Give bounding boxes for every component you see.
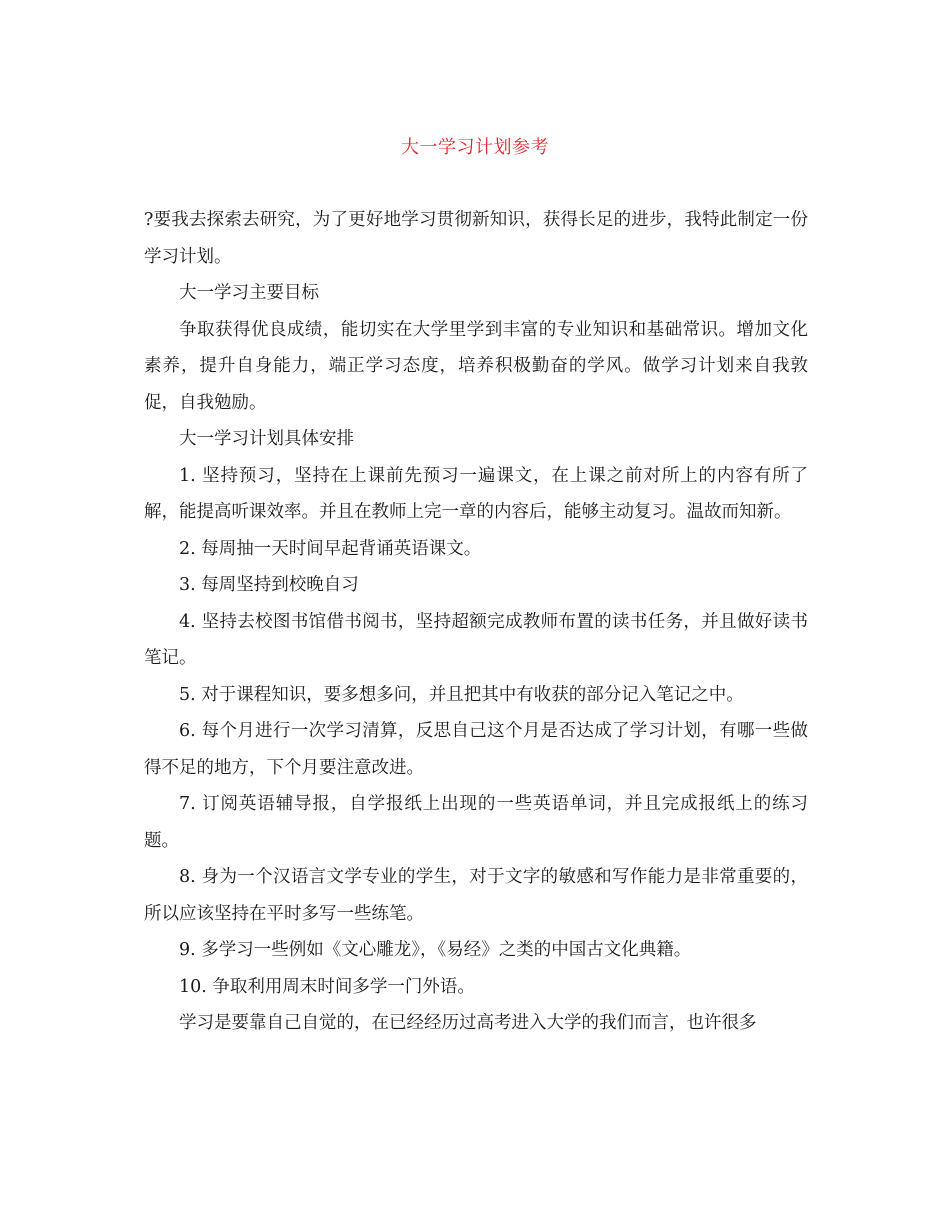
section-heading-plan: 大一学习计划具体安排 <box>179 429 354 449</box>
plan-item-9: 9. 多学习一些例如《文心雕龙》，《易经》之类的中国古文化典籍。 <box>179 940 692 960</box>
section-heading-goals: 大一学习主要目标 <box>179 283 319 303</box>
document-body <box>144 202 808 1042</box>
page-title: 大一学习计划参考 <box>401 137 549 158</box>
closing-paragraph: 学习是要靠自己自觉的，在已经经历过高考进入大学的我们而言，也许很多 <box>179 1013 757 1033</box>
plan-item-3: 3. 每周坚持到校晚自习 <box>179 575 359 595</box>
plan-item-7: 7. 订阅英语辅导报，自学报纸上出现的一些英语单词，并且完成报纸上的练习题。 <box>144 794 808 851</box>
plan-item-6: 6. 每个月进行一次学习清算，反思自己这个月是否达成了学习计划，有哪一些做得不足的地方，下个月要注意改进。 <box>144 721 808 778</box>
plan-item-8: 8. 身为一个汉语言文学专业的学生，对于文字的敏感和写作能力是非常重要的，所以应该坚持在平时多写一些练笔。 <box>144 867 808 924</box>
plan-item-1: 1. 坚持预习，坚持在上课前先预习一遍课文，在上课之前对所上的内容有所了解，能提高听课效率。并且在教师上完一章的内容后，能够主动复习。温故而知新。 <box>144 465 808 522</box>
plan-item-5: 5. 对于课程知识，要多想多问，并且把其中有收获的部分记入笔记之中。 <box>179 684 744 705</box>
intro-paragraph: ?要我去探索去研究，为了更好地学习贯彻新知识，获得长足的进步，我特此制定一份学习计划。 <box>144 210 808 267</box>
plan-item-4: 4. 坚持去校图书馆借书阅书，坚持超额完成教师布置的读书任务，并且做好读书笔记。 <box>144 611 808 668</box>
plan-item-10: 10. 争取利用周末时间多学一门外语。 <box>179 976 475 997</box>
plan-item-2: 2. 每周抽一天时间早起背诵英语课文。 <box>179 538 482 559</box>
goals-paragraph: 争取获得优良成绩，能切实在大学里学到丰富的专业知识和基础常识。增加文化素养，提升自身能力，端正学习态度，培养积极勤奋的学风。做学习计划来自我敦促，自我勉励。 <box>144 319 808 413</box>
